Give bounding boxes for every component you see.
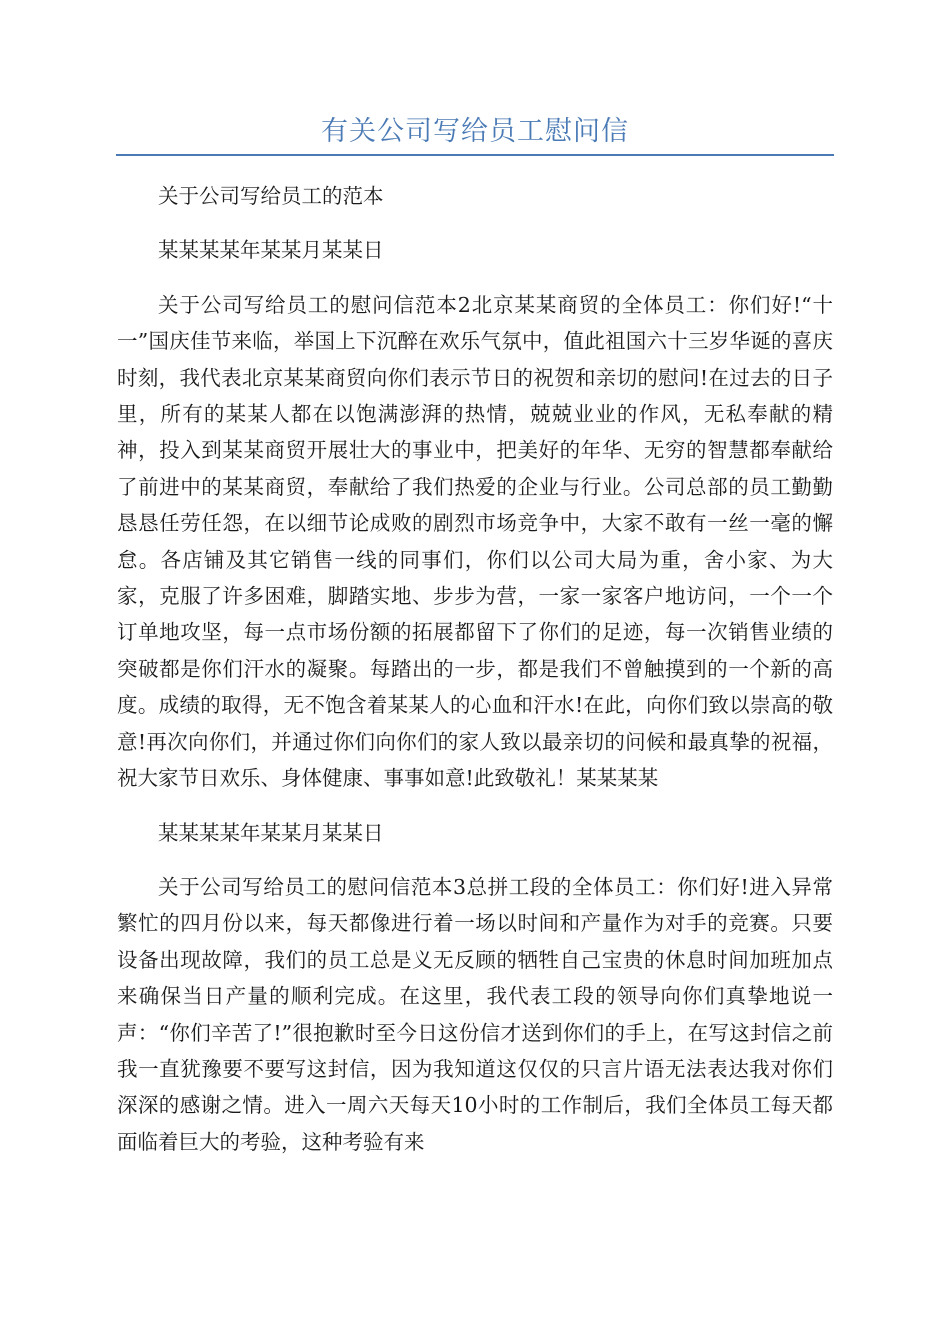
document-title: 有关公司写给员工慰问信 <box>321 116 629 147</box>
paragraph-date: 某某某某年某某月某某日 <box>158 820 384 845</box>
paragraph-subtitle: 关于公司写给员工的范本 <box>158 184 384 208</box>
paragraph-letter-2: 关于公司写给员工的慰问信范本2北京某某商贸的全体员工：你们好!“十一”国庆佳节来临，举国上下沉醉在欢乐气氛中，值此祖国六十三岁华诞的喜庆时刻，我代表北京某某商贸向你们表示节日的祝贺和亲切的慰问!在过去的日子里，所有的某某人都在以饱满澎湃的热情，兢兢业业的作风，无私奉献的精神，投入到某某商贸开展壮大的事业中，把美好的年华、无穷的智慧都奉献给了前进中的某某商贸，奉献给了我们热爱的企业与行业。公司总部的员工勤勤恳恳任劳任怨，在以细节论成败的剧烈市场竞争中，大家不敢有一丝一毫的懈怠。各店铺及其它销售一线的同事们，你们以公司大局为重，舍小家、为大家，克服了许多困难，脚踏实地、步步为营，一家一家客户地访问，一个一个订单地攻坚，每一点市场份额的拓展都留下了你们的足迹，每一次销售业绩的突破都是你们汗水的凝聚。每踏出的一步，都是我们不曾触摸到的一个新的高度。成绩的取得，无不饱含着某某人的心血和汗水!在此，向你们致以崇高的敬意!再次向你们，并通过你们向你们的家人致以最亲切的问候和最真挚的祝福，祝大家节日欢乐、身体健康、事事如意!此致敬礼！某某某某 <box>117 292 833 791</box>
document-body <box>117 178 833 1178</box>
title-underline <box>116 154 834 156</box>
paragraph-date: 某某某某年某某月某某日 <box>158 238 384 263</box>
paragraph-letter-3: 关于公司写给员工的慰问信范本3总拼工段的全体员工：你们好!进入异常繁忙的四月份以来，每天都像进行着一场以时间和产量作为对手的竞赛。只要设备出现故障，我们的员工总是义无反顾的牺牲自己宝贵的休息时间加班加点来确保当日产量的顺利完成。在这里，我代表工段的领导向你们真挚地说一声：“你们辛苦了!”很抱歉时至今日这份信才送到你们的手上，在写这封信之前我一直犹豫要不要写这封信，因为我知道这仅仅的只言片语无法表达我对你们深深的感谢之情。进入一周六天每天10小时的工作制后，我们全体员工每天都面临着巨大的考验，这种考验有来 <box>117 874 833 1154</box>
